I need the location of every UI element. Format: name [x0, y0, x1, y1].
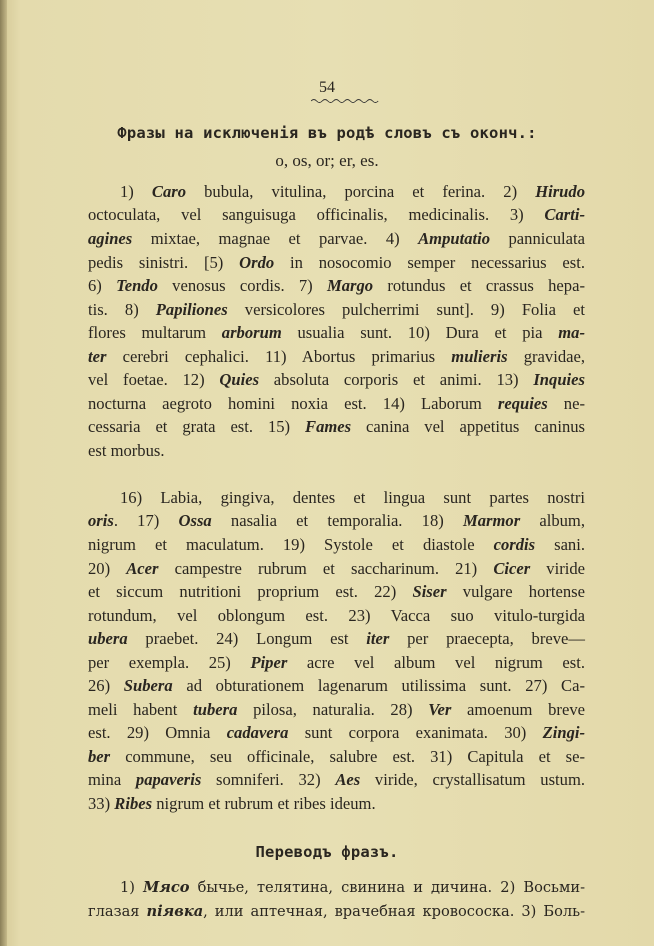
text-line: [120, 488, 585, 508]
text-segment: absoluta corporis et animi. 13): [259, 370, 534, 389]
italic-term: Quies: [219, 370, 260, 389]
text-line: [88, 902, 585, 922]
text-segment: meli habent: [88, 700, 194, 719]
text-segment: flores multarum: [88, 323, 222, 342]
italic-term: Ver: [428, 700, 452, 719]
text-segment: cessaria et grata est. 15): [88, 417, 305, 436]
text-line: [88, 676, 585, 696]
italic-term: tubera: [193, 700, 238, 719]
text-segment: . 17): [113, 511, 179, 530]
italic-term: arborum: [221, 323, 282, 342]
translation-heading: Переводъ фразъ.: [255, 843, 399, 861]
text-segment: mixtae, magnae et parvae. 4): [132, 229, 419, 248]
text-segment: ad obturationem lagenarum utilissima sunt. 27) Ca-: [172, 676, 585, 695]
text-line: [88, 559, 585, 579]
italic-term: cordis: [493, 535, 536, 554]
italic-term: Tendo: [116, 276, 158, 295]
text-segment: nigrum et maculatum. 19) Systole et diastole: [88, 535, 494, 554]
text-segment: 1): [120, 182, 152, 201]
text-segment: nasalia et temporalia. 18): [211, 511, 463, 530]
text-segment: praebet. 24) Longum est: [127, 629, 367, 648]
italic-term: mulieris: [451, 347, 508, 366]
decorative-wave-rule: [311, 98, 379, 104]
text-segment: gravidae,: [507, 347, 586, 366]
text-segment: бычье, телятина, свинина и дичина. 2) Восьми-: [189, 879, 586, 896]
italic-term: Amputatio: [418, 229, 491, 248]
italic-term: Carti-: [544, 205, 585, 224]
page-number: 54: [319, 79, 335, 96]
text-segment: viride: [530, 559, 585, 578]
text-segment: versicolores pulcherrimi sunt]. 9) Folia et: [227, 300, 585, 319]
text-segment: campestre rubrum et saccharinum. 21): [158, 559, 494, 578]
text-line: [88, 511, 585, 531]
text-segment: est morbus.: [88, 441, 165, 460]
italic-term: Margo: [326, 276, 374, 295]
italic-term: papaveris: [135, 770, 202, 789]
text-segment: panniculata: [490, 229, 585, 248]
text-segment: nigrum et rubrum et ribes ideum.: [152, 794, 376, 813]
text-segment: cerebri cephalici. 11) Abortus primarius: [106, 347, 452, 366]
italic-term: Piper: [250, 653, 288, 672]
section-subheading: o, os, or; er, es.: [275, 151, 379, 170]
italic-term: Zingi-: [542, 723, 586, 742]
text-segment: rotundum, vel oblongum est. 23) Vacca suo vitulo-turgida: [88, 606, 585, 625]
italic-term: Papiliones: [155, 300, 228, 319]
text-segment: 26): [88, 676, 124, 695]
italic-term: Siser: [412, 582, 447, 601]
text-segment: sunt corpora exanimata. 30): [288, 723, 543, 742]
text-line: [120, 878, 585, 898]
text-segment: nocturna aegroto homini noxia est. 14) Laborum: [88, 394, 498, 413]
text-line: [88, 417, 585, 437]
text-segment: est. 29) Omnia: [88, 723, 227, 742]
text-segment: ne-: [547, 394, 585, 413]
italic-term: пiявка: [146, 903, 204, 920]
text-segment: mina: [88, 770, 136, 789]
text-segment: somniferi. 32): [201, 770, 336, 789]
italic-term: Caro: [151, 182, 187, 201]
text-segment: in nosocomio semper necessarius est.: [274, 253, 585, 272]
text-line: [88, 606, 585, 626]
italic-term: ubera: [88, 629, 128, 648]
text-line: [88, 794, 585, 814]
italic-term: Marmor: [462, 511, 521, 530]
italic-term: Cicer: [493, 559, 531, 578]
text-line: [88, 629, 585, 649]
text-segment: 16) Labia, gingiva, dentes et lingua sunt partes nostri: [120, 488, 585, 507]
text-segment: per praecepta, breve—: [389, 629, 586, 648]
italic-term: oris: [88, 511, 114, 530]
text-line: [88, 394, 585, 414]
italic-term: Acer: [126, 559, 159, 578]
text-segment: acre vel album vel nigrum est.: [287, 653, 585, 672]
text-segment: 20): [88, 559, 127, 578]
text-segment: vel foetae. 12): [88, 370, 220, 389]
text-segment: sani.: [535, 535, 585, 554]
text-line: [88, 370, 585, 390]
text-segment: 1): [120, 879, 144, 896]
italic-term: Hirudo: [535, 182, 585, 201]
text-line: [88, 347, 585, 367]
italic-term: cadavera: [226, 723, 289, 742]
italic-term: Ordo: [239, 253, 275, 272]
text-segment: vulgare hortense: [446, 582, 585, 601]
text-line: [88, 723, 585, 743]
text-segment: bubula, vitulina, porcina et ferina. 2): [186, 182, 536, 201]
section-heading: Фразы на исключенія въ родѣ словъ съ оконч.:: [117, 124, 537, 142]
text-line: [88, 441, 585, 461]
italic-term: Ribes: [114, 794, 153, 813]
text-segment: 33): [88, 794, 115, 813]
italic-term: iter: [366, 629, 390, 648]
italic-term: Fames: [305, 417, 352, 436]
text-line: [88, 205, 585, 225]
text-segment: глазая: [88, 903, 147, 920]
text-line: [88, 323, 585, 343]
text-segment: et siccum nutritioni proprium est. 22): [88, 582, 413, 601]
text-segment: amoenum breve: [451, 700, 585, 719]
text-segment: viride, crystallisatum ustum.: [360, 770, 585, 789]
text-line: [88, 253, 585, 273]
text-segment: pilosa, naturalia. 28): [237, 700, 429, 719]
italic-term: Inquies: [533, 370, 585, 389]
text-line: [88, 535, 585, 555]
italic-term: ma-: [558, 323, 585, 342]
italic-term: ter: [88, 347, 107, 366]
text-line: [88, 653, 585, 673]
text-segment: usualia sunt. 10) Dura et pia: [281, 323, 559, 342]
text-line: [120, 182, 585, 202]
text-segment: venosus cordis. 7): [157, 276, 327, 295]
text-line: [88, 300, 585, 320]
text-line: [88, 229, 585, 249]
italic-term: ber: [88, 747, 111, 766]
italic-term: Ossa: [178, 511, 212, 530]
text-line: [88, 770, 585, 790]
text-segment: 6): [88, 276, 117, 295]
text-segment: rotundus et crassus hepa-: [373, 276, 585, 295]
text-line: [88, 582, 585, 602]
text-segment: octoculata, vel sanguisuga officinalis, medicinalis. 3): [88, 205, 545, 224]
text-segment: commune, seu officinale, salubre est. 31) Capitula et se-: [110, 747, 585, 766]
italic-term: Мясо: [143, 879, 190, 896]
text-segment: , или аптечная, врачебная кровососка. 3) Боль-: [203, 903, 586, 920]
italic-term: Aes: [335, 770, 361, 789]
text-line: [88, 700, 585, 720]
text-segment: per exempla. 25): [88, 653, 251, 672]
text-segment: album,: [520, 511, 585, 530]
text-line: [88, 276, 585, 296]
italic-term: Subera: [123, 676, 173, 695]
italic-term: agines: [88, 229, 133, 248]
italic-term: requies: [497, 394, 548, 413]
text-segment: pedis sinistri. [5): [88, 253, 240, 272]
text-line: [88, 747, 585, 767]
text-segment: tis. 8): [88, 300, 156, 319]
text-segment: canina vel appetitus caninus: [351, 417, 585, 436]
